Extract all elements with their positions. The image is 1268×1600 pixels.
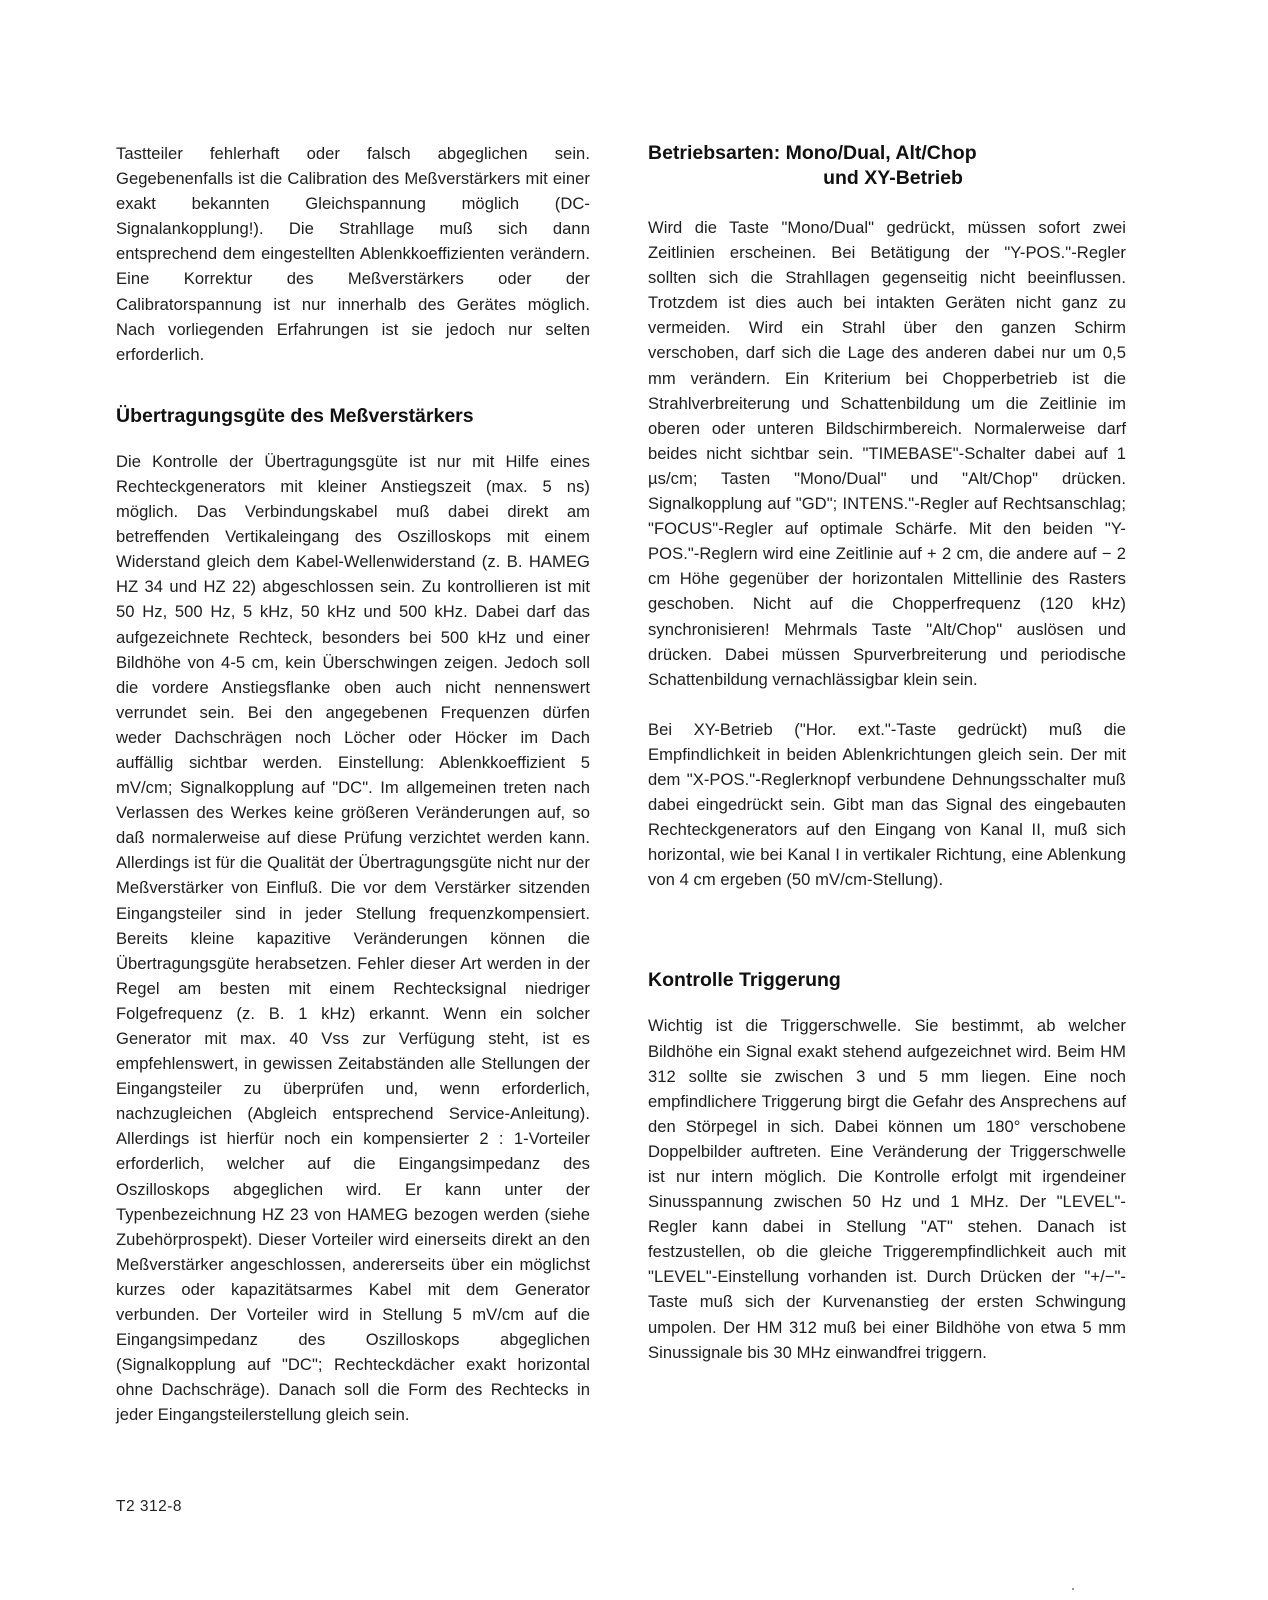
section-heading-kontrolle-triggerung: Kontrolle Triggerung — [648, 969, 841, 992]
xy-betrieb-paragraph: Bei XY-Betrieb ("Hor. ext."-Taste gedrückt) muß die Empfindlichkeit in beiden Ablenkrichtungen gleich sein. Der mit dem "X-POS."-Reglerknopf verbundene Dehnungsschalter muß dabei eingedrückt sein. Gibt man das Signal des eingebauten Rechteckgenerators auf den Eingang von Kanal II, muß sich horizontal, wie bei Kanal I in vertikaler Richtung, eine Ablenkung von 4 cm ergeben (50 mV/cm-Stellung). — [648, 719, 1126, 890]
triggerung-paragraph: Wichtig ist die Triggerschwelle. Sie bestimmt, ab welcher Bildhöhe ein Signal exakt stehend aufgezeichnet wird. Beim HM 312 sollte sie zwischen 3 und 5 mm liegen. Eine noch empfindlichere Triggerung birgt die Gefahr des Ansprechens auf den Störpegel in sich. Dabei können um 180° verschobene Doppelbilder auftreten. Eine Veränderung der Triggerschwelle ist nur intern möglich. Die Kontrolle erfolgt mit irgendeiner Sinusspannung zwischen 50 Hz und 1 MHz. Der "LEVEL"-Regler kann dabei in Stellung "AT" stehen. Danach ist festzustellen, ob die gleiche Triggerempfindlichkeit auch mit "LEVEL"-Einstellung vorhanden ist. Durch Drücken der "+/−"-Taste muß sich der Kurvenanstieg der ersten Schwingung umpolen. Der HM 312 muß bei einer Bildhöhe von etwa 5 mm Sinussignale bis 30 MHz einwandfrei triggern. — [648, 1016, 1126, 1362]
uebertragungsguete-paragraph: Die Kontrolle der Übertragungsgüte ist nur mit Hilfe eines Rechteckgenerators mit kleiner Anstiegszeit (max. 5 ns) möglich. Das Verbindungskabel muß dabei direkt am betreffenden Vertikaleingang des Oszilloskops mit einem Widerstand gleich dem Kabel-Wellenwiderstand (z. B. HAMEG HZ 34 und HZ 22) abgeschlossen sein. Zu kontrollieren ist mit 50 Hz, 500 Hz, 5 kHz, 50 kHz und 500 kHz. Dabei darf das aufgezeichnete Rechteck, besonders bei 500 kHz und einer Bildhöhe von 4-5 cm, kein Überschwingen zeigen. Jedoch soll die vordere Anstiegsflanke oben auch nicht nennenswert verrundet sein. Bei den angegebenen Frequenzen dürfen weder Dachschrägen noch Löcher oder Höcker im Dach auffällig sichtbar werden. Einstellung: Ablenkkoeffizient 5 mV/cm; Signalkopplung auf "DC". Im allgemeinen treten nach Verlassen des Werkes keine größeren Veränderungen auf, so daß normalerweise auf diese Prüfung verzichtet werden kann. Allerdings ist für die Qualität der Übertragungsgüte nicht nur der Meßverstärker von Einfluß. Die vor dem Verstärker sitzenden Eingangsteiler sind in jeder Stellung frequenzkompensiert. Bereits kleine kapazitive Veränderungen können die Übertragungsgüte herabsetzen. Fehler dieser Art werden in der Regel am besten mit einem Rechtecksignal niedriger Folgefrequenz (z. B. 1 kHz) erkannt. Wenn ein solcher Generator mit max. 40 Vss zur Verfügung steht, ist es empfehlenswert, in gewissen Zeitabständen alle Stellungen der Eingangsteiler zu überprüfen und, wenn erforderlich, nachzugleichen (Abgleich entsprechend Service-Anleitung). Allerdings ist hierfür noch ein kompensierter 2 : 1-Vorteiler erforderlich, welcher auf die Eingangsimpedanz des Oszilloskops abgeglichen wird. Er kann unter der Typenbezeichnung HZ 23 von HAMEG bezogen werden (siehe Zubehörprospekt). Dieser Vorteiler wird einerseits direkt an den Meßverstärker angeschlossen, andererseits über ein möglichst kurzes oder kapazitätsarmes Kabel mit dem Generator verbunden. Der Vorteiler wird in Stellung 5 mV/cm auf die Eingangsimpedanz des Oszilloskops abgeglichen (Signalkopplung auf "DC"; Rechteckdächer exakt horizontal ohne Dachschräge). Danach soll die Form des Rechtecks in jeder Eingangsteilerstellung gleich sein. — [116, 451, 590, 1425]
section-heading-betriebsarten — [648, 141, 1126, 191]
right-column — [648, 141, 1126, 1365]
heading-betriebsarten-line2: und XY-Betrieb — [823, 167, 963, 189]
page-number: T2 312-8 — [116, 1498, 183, 1515]
betriebsarten-paragraph: Wird die Taste "Mono/Dual" gedrückt, müssen sofort zwei Zeitlinien erscheinen. Bei Betätigung der "Y-POS."-Regler sollten sich die Strahllagen gegenseitig nicht beeinflussen. Trotzdem ist dies auch bei intakten Geräten nicht ganz zu vermeiden. Wird ein Strahl über den ganzen Schirm verschoben, darf sich die Lage des anderen dabei nur um 0,5 mm verändern. Ein Kriterium bei Chopperbetrieb ist die Strahlverbreiterung und Schattenbildung um die Zeitlinie im oberen oder unteren Bildschirmbereich. Normalerweise darf beides nicht sichtbar sein. "TIMEBASE"-Schalter dabei auf 1 µs/cm; Tasten "Mono/Dual" und "Alt/Chop" drücken. Signalkopplung auf "GD"; INTENS."-Regler auf Rechtsanschlag; "FOCUS"-Regler auf optimale Schärfe. Mit den beiden "Y-POS."-Reglern wird eine Zeitlinie auf + 2 cm, die andere auf − 2 cm Höhe gegenüber der horizontalen Mittellinie des Rasters geschoben. Nicht auf die Chopperfrequenz (120 kHz) synchronisieren! Mehrmals Taste "Alt/Chop" auslösen und drücken. Dabei müssen Spurverbreiterung und periodische Schattenbildung vernachlässigbar klein sein. — [648, 218, 1126, 689]
intro-paragraph: Tastteiler fehlerhaft oder falsch abgeglichen sein. Gegebenenfalls ist die Calibration des Meßverstärkers mit einer exakt bekannten Gleichspannung möglich (DC-Signalankopplung!). Die Strahllage muß sich dann entsprechend dem eingestellten Ablenkkoeffizienten verändern. Eine Korrektur des Meßverstärkers oder der Calibratorspannung ist nur innerhalb des Gerätes möglich. Nach vorliegenden Erfahrungen ist sie jedoch nur selten erforderlich. — [116, 144, 590, 364]
section-heading-uebertragungsguete: Übertragungsgüte des Meßverstärkers — [116, 404, 474, 427]
scan-speck — [1072, 1588, 1074, 1590]
heading-betriebsarten-line1: Betriebsarten: Mono/Dual, Alt/Chop — [648, 142, 977, 164]
left-column — [116, 141, 590, 1428]
